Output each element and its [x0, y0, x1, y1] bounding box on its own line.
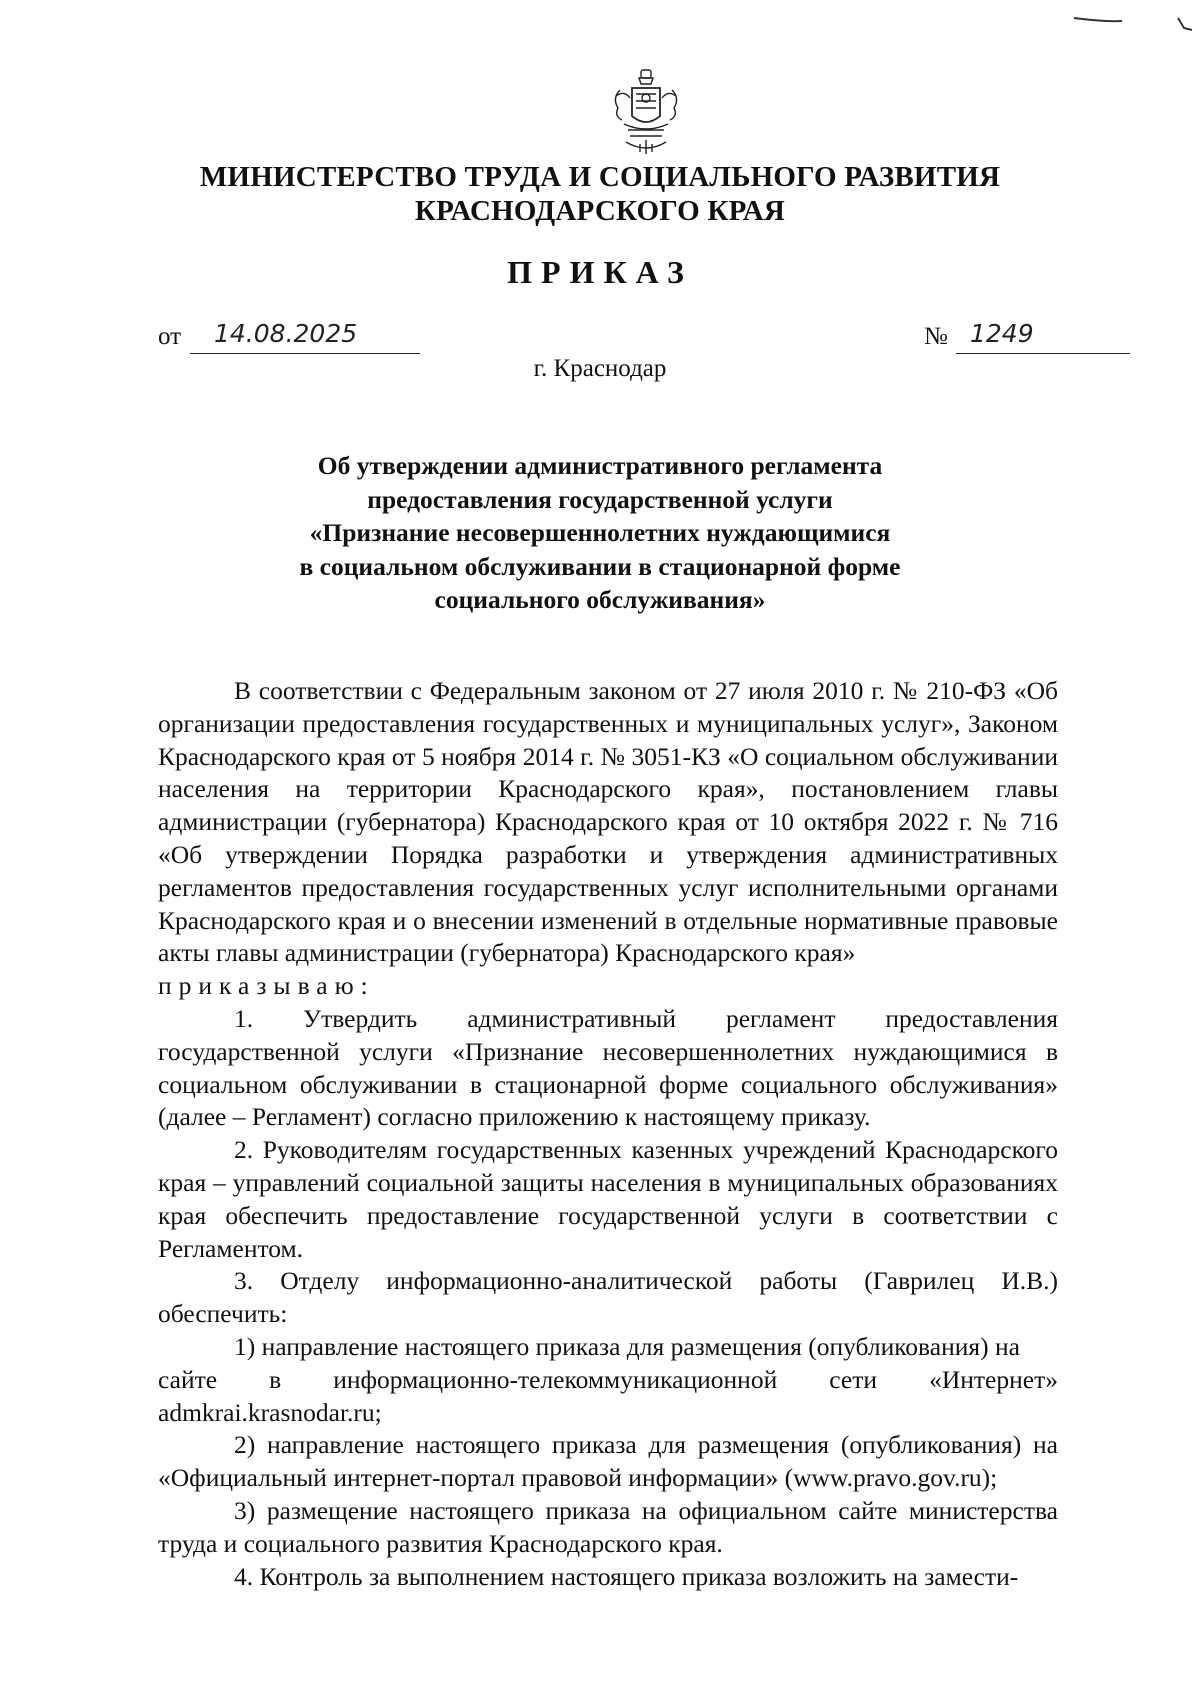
item-3-1-line3: admkrai.krasnodar.ru; [158, 1397, 382, 1427]
ministry-title-line2: КРАСНОДАРСКОГО КРАЯ [414, 195, 786, 227]
subject-line: «Признание несовершеннолетних нуждающимися [309, 518, 891, 547]
item-3-2-paragraph: 2) направление настоящего приказа для размещения (опубликования) на «Официальный интернет-портал правовой информации» (www.pravo.gov.ru); [158, 1430, 1058, 1493]
coat-of-arms-icon [610, 68, 682, 156]
preamble-paragraph: В соответствии с Федеральным законом от 27 июля 2010 г. № 210-ФЗ «Об организации предоставления государственных и муниципальных услуг», Законом Краснодарского края от 5 ноября 2014 г. № 3051-КЗ «О социальном обслуживании населения на территории Краснодарского края», постановлением главы администрации (губернатора) Краснодарского края от 10 октября 2022 г. № 716 «Об утверждении Порядка разработки и утверждения административных регламентов предоставления государственных услуг исполнительными органами Краснодарского края и о внесении изменений в отдельные нормативные правовые акты главы администрации (губернатора) Краснодарского края» [158, 676, 1058, 968]
word: информационно-телекоммуникационной [333, 1364, 778, 1394]
subject-line: Об утверждении административного регламента [317, 451, 883, 480]
number-handwritten: 1249 [970, 319, 1034, 348]
subject-line: социального обслуживания» [434, 585, 766, 614]
document-type-heading: ПРИКАЗ [507, 254, 693, 290]
item-3-1-line2 [158, 1364, 1058, 1397]
date-label: от [158, 323, 182, 350]
word: сети [829, 1364, 878, 1394]
word: сайте [158, 1364, 218, 1394]
order-word: приказываю: [158, 971, 375, 1001]
item-3-1-line1: 1) направление настоящего приказа для размещения (опубликования) на [234, 1331, 1020, 1361]
ministry-title [0, 160, 1200, 228]
number-field [956, 319, 1130, 354]
date-field [190, 319, 420, 354]
subject-line: в социальном обслуживании в стационарной форме [299, 551, 901, 581]
word: «Интернет» [929, 1364, 1058, 1394]
number-label: № [924, 323, 948, 350]
ministry-title-line1: МИНИСТЕРСТВО ТРУДА И СОЦИАЛЬНОГО РАЗВИТИЯ [199, 161, 1001, 193]
item-4-paragraph: 4. Контроль за выполнением настоящего приказа возложить на замести- [234, 1561, 1019, 1591]
date-handwritten: 14.08.2025 [214, 319, 358, 348]
city-label: г. Краснодар [533, 355, 667, 382]
item-2-paragraph: 2. Руководителям государственных казенных учреждений Краснодарского края – управлений социальной защиты населения в муниципальных образованиях края обеспечить предоставление государственной услуги в соответствии с Регламентом. [158, 1135, 1058, 1263]
item-1-paragraph: 1. Утвердить административный регламент предоставления государственной услуги «Признание несовершеннолетних нуждающимися в социальном обслуживании в стационарной форме социального обслуживания» (далее – Регламент) согласно приложению к настоящему приказу. [158, 1003, 1058, 1132]
scan-mark-icon [1060, 0, 1200, 40]
subject-line: предоставления государственной услуги [367, 484, 833, 514]
item-3-3-paragraph: 3) размещение настоящего приказа на официальном сайте министерства труда и социального развития Краснодарского края. [158, 1495, 1058, 1558]
word: в [269, 1364, 282, 1394]
document-subject [0, 449, 1200, 617]
item-3-paragraph: 3. Отделу информационно-аналитической работы (Гаврилец И.В.) обеспечить: [158, 1266, 1058, 1329]
document-body [158, 675, 1058, 1593]
